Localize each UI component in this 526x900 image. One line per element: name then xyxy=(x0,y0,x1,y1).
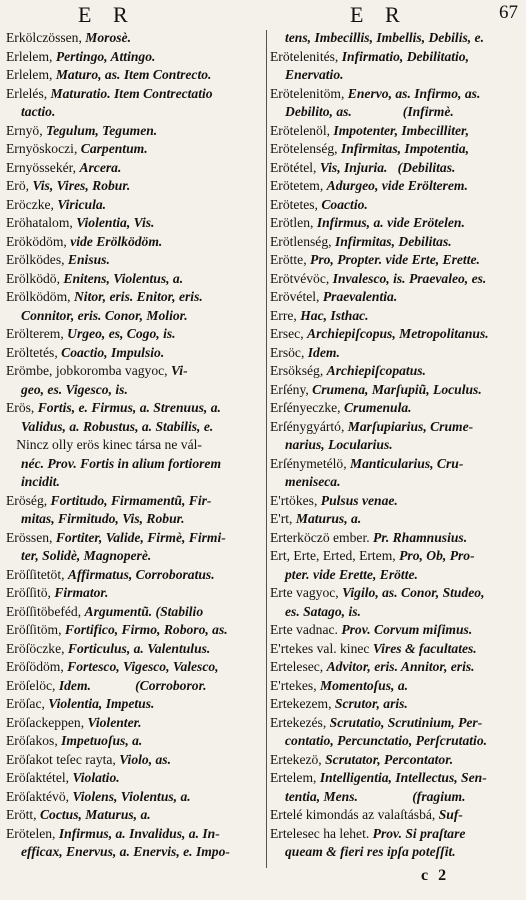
entry-headword: Erötlen, xyxy=(270,215,317,230)
entry-headword: Eröſakos, xyxy=(6,733,62,748)
dictionary-entry xyxy=(270,658,522,677)
entry-headword: Erlelés, xyxy=(6,85,51,101)
dictionary-entry xyxy=(6,695,265,714)
column-divider xyxy=(266,30,267,868)
dictionary-entry xyxy=(270,455,522,474)
entry-gloss: Violens, Violentus, a. xyxy=(72,788,191,804)
entry-headword: Ertekezö, xyxy=(270,751,326,767)
dictionary-entry xyxy=(6,399,265,418)
entry-headword: Eröſſitöm, xyxy=(6,622,65,637)
dictionary-entry xyxy=(6,103,265,122)
entry-gloss: tactio. xyxy=(21,104,56,119)
dictionary-entry xyxy=(6,48,265,67)
dictionary-entry xyxy=(270,48,522,67)
dictionary-entry xyxy=(270,344,522,363)
entry-headword: Eröség, xyxy=(6,492,51,508)
dictionary-entry xyxy=(6,788,265,807)
entry-gloss: Suf- xyxy=(438,807,463,822)
entry-headword: Erlelem, xyxy=(6,67,56,82)
dictionary-entry xyxy=(270,843,522,862)
entry-gloss: Pulsus venae. xyxy=(320,492,398,508)
dictionary-entry xyxy=(6,29,265,48)
entry-gloss: efficax, Enervus, a. Enervis, e. Impo- xyxy=(21,844,230,859)
entry-gloss: Fortiter, Valide, Firmè, Firmi- xyxy=(55,529,226,545)
page-header xyxy=(0,2,526,28)
entry-headword: Eröſödöm, xyxy=(6,659,68,674)
entry-headword: E'rt, xyxy=(270,511,296,526)
entry-headword: Erötétel, xyxy=(270,159,320,175)
entry-gloss: Validus, a. Robustus, a. Stabilis, e. xyxy=(21,418,214,434)
dictionary-entry xyxy=(270,288,522,307)
entry-headword: Erſénygyártó, xyxy=(270,418,348,434)
signature-mark: c 2 xyxy=(421,867,450,884)
dictionary-entry xyxy=(270,29,522,48)
entry-headword: Ertelem, xyxy=(270,770,320,785)
entry-headword: E'rtekes, xyxy=(270,677,321,693)
entry-gloss: Intelligentia, Intellectus, Sen- xyxy=(319,770,487,785)
entry-headword: Eröczke, xyxy=(6,196,58,212)
entry-gloss: Crumenula. xyxy=(343,400,412,415)
entry-headword: Erte vadnac. xyxy=(270,622,342,637)
entry-headword: Erötelenöl, xyxy=(270,122,334,138)
entry-headword: Eröködöm, xyxy=(6,233,71,249)
entry-headword: Erötetem, xyxy=(270,178,327,193)
entry-gloss: Manticularius, Cru- xyxy=(350,455,464,471)
entry-gloss: Affirmatus, Corroboratus. xyxy=(67,566,215,582)
entry-gloss: Coactio. xyxy=(321,196,368,212)
dictionary-entry xyxy=(270,529,522,548)
entry-gloss: Fortis, e. Firmus, a. Strenuus, a. xyxy=(37,400,221,415)
entry-gloss: Coctus, Maturus, a. xyxy=(39,807,151,822)
dictionary-entry xyxy=(270,362,522,381)
dictionary-entry xyxy=(270,214,522,233)
entry-headword: Erövétel, xyxy=(270,289,323,304)
dictionary-entry xyxy=(6,751,265,770)
entry-gloss: Violo, as. xyxy=(119,751,171,767)
entry-gloss: Infirmus, a. Invalidus, a. In- xyxy=(58,825,220,841)
left-column xyxy=(6,29,265,862)
dictionary-entry xyxy=(6,418,265,437)
entry-headword: Ernyössekér, xyxy=(6,159,80,175)
entry-gloss: tentia, Mens. (fragium. xyxy=(285,788,466,804)
dictionary-entry xyxy=(270,695,522,714)
entry-gloss: Adurgeo, vide Erölterem. xyxy=(326,178,468,193)
entry-headword: Erötetes, xyxy=(270,196,322,212)
dictionary-entry xyxy=(270,325,522,344)
dictionary-entry xyxy=(270,677,522,696)
entry-gloss: Violatio. xyxy=(72,770,120,785)
entry-headword: Erölködö, xyxy=(6,270,64,286)
entry-gloss: Impotenter, Imbecilliter, xyxy=(333,122,469,138)
dictionary-entry xyxy=(6,510,265,529)
dictionary-entry xyxy=(270,177,522,196)
dictionary-entry xyxy=(6,492,265,511)
entry-gloss: queam & fieri res ipſa poteſſit. xyxy=(285,844,456,859)
entry-gloss: Violentia, Impetus. xyxy=(48,696,155,711)
entry-gloss: narius, Locularius. xyxy=(285,437,393,452)
dictionary-entry xyxy=(270,751,522,770)
entry-headword: Eröſelöc, xyxy=(6,677,59,693)
dictionary-entry xyxy=(6,66,265,85)
entry-gloss: Pro, Ob, Pro- xyxy=(399,548,475,563)
entry-headword: Erötlenség, xyxy=(270,233,335,249)
entry-gloss: Idem. xyxy=(307,344,340,360)
entry-headword: Eröſakot teſec rayta, xyxy=(6,751,120,767)
dictionary-entry xyxy=(6,140,265,159)
entry-gloss: Carpentum. xyxy=(80,141,148,156)
entry-gloss: Scrutator, Percontator. xyxy=(325,751,454,767)
entry-gloss: Pertingo, Attingo. xyxy=(55,48,156,64)
dictionary-entry xyxy=(6,547,265,566)
entry-headword: Eröſaktévö, xyxy=(6,788,73,804)
entry-gloss: Marſupiarius, Crume- xyxy=(347,418,474,434)
entry-gloss: Infirmus, a. vide Erötelen. xyxy=(316,215,465,230)
dictionary-entry xyxy=(6,566,265,585)
entry-headword: Erlelem, xyxy=(6,48,56,64)
entry-headword: Erſény, xyxy=(270,381,313,397)
entry-gloss: Impetuoſus, a. xyxy=(61,733,143,748)
entry-headword: Erre, xyxy=(270,307,301,323)
dictionary-entry xyxy=(6,473,265,492)
entry-headword: Erötte, xyxy=(270,252,311,267)
entry-headword: Ertekezem, xyxy=(270,696,335,711)
entry-gloss: Praevalentia. xyxy=(322,289,398,304)
entry-headword: Erölterem, xyxy=(6,326,68,341)
entry-gloss: Maturus, a. xyxy=(295,511,362,526)
entry-headword: Eröſſitö, xyxy=(6,585,55,600)
dictionary-entry xyxy=(6,714,265,733)
dictionary-entry xyxy=(6,436,265,455)
entry-headword: Ertelesec, xyxy=(270,659,327,674)
entry-gloss: Vis, Vires, Robur. xyxy=(32,178,131,193)
entry-gloss: vide Erölködöm. xyxy=(70,233,163,249)
page-number: 67 xyxy=(499,2,518,23)
dictionary-entry xyxy=(6,288,265,307)
entry-headword: Eröhatalom, xyxy=(6,215,77,230)
entry-gloss: Violentia, Vis. xyxy=(76,215,155,230)
entry-gloss: es. Satago, is. xyxy=(285,603,361,619)
dictionary-entry xyxy=(6,325,265,344)
entry-headword: Nincz olly erös kinec társa ne vál- xyxy=(6,437,202,452)
dictionary-entry xyxy=(6,270,265,289)
entry-headword: Erſényeczke, xyxy=(270,400,344,415)
entry-gloss: Infirmatio, Debilitatio, xyxy=(341,48,469,64)
dictionary-entry xyxy=(270,85,522,104)
entry-headword: Eröſac, xyxy=(6,696,49,711)
dictionary-entry xyxy=(270,566,522,585)
entry-gloss: Tegulum, Tegumen. xyxy=(46,122,158,138)
entry-gloss: Urgeo, es, Cogo, is. xyxy=(67,326,176,341)
dictionary-entry xyxy=(270,251,522,270)
dictionary-entry xyxy=(270,492,522,511)
entry-headword: Eröltetés, xyxy=(6,344,62,360)
entry-gloss: Enitens, Violentus, a. xyxy=(63,270,184,286)
entry-gloss: Debilito, as. (Infirmè. xyxy=(285,104,454,119)
entry-gloss: Advitor, eris. Annitor, eris. xyxy=(326,659,475,674)
entry-gloss: Vis, Injuria. (Debilitas. xyxy=(319,159,456,175)
entry-gloss: Idem. (Corroboror. xyxy=(58,677,207,693)
dictionary-entry xyxy=(6,732,265,751)
entry-gloss: menisecа. xyxy=(285,474,341,489)
dictionary-entry xyxy=(270,159,522,178)
entry-gloss: Maturatio. Item Contrectatio xyxy=(50,85,213,101)
dictionary-entry xyxy=(270,603,522,622)
entry-gloss: Vi- xyxy=(170,363,188,378)
dictionary-entry xyxy=(6,640,265,659)
dictionary-entry xyxy=(270,510,522,529)
dictionary-entry xyxy=(6,455,265,474)
dictionary-entry xyxy=(6,843,265,862)
dictionary-entry xyxy=(6,603,265,622)
dictionary-entry xyxy=(6,529,265,548)
entry-gloss: Enisus. xyxy=(67,252,110,267)
dictionary-entry xyxy=(270,196,522,215)
entry-headword: Erölködöm, xyxy=(6,289,74,304)
entry-gloss: Fortesco, Vigesco, Valesco, xyxy=(67,659,219,674)
dictionary-entry xyxy=(270,103,522,122)
dictionary-entry xyxy=(6,122,265,141)
entry-headword: Erös, xyxy=(6,400,38,415)
entry-gloss: Forticulus, a. Valentulus. xyxy=(67,640,211,656)
entry-headword: Eröſſitöbeféd, xyxy=(6,603,85,619)
dictionary-entry xyxy=(270,640,522,659)
entry-headword: Eröſſitetöt, xyxy=(6,566,68,582)
dictionary-entry xyxy=(270,307,522,326)
dictionary-entry xyxy=(270,140,522,159)
entry-headword: Erömbe, jobkoromba vagyoc, xyxy=(6,363,171,378)
entry-gloss: Scrutor, aris. xyxy=(334,696,408,711)
entry-headword: Eröſöczke, xyxy=(6,640,68,656)
entry-gloss: Enervatio. xyxy=(285,67,344,82)
entry-gloss: incidit. xyxy=(21,474,60,489)
dictionary-entry xyxy=(270,769,522,788)
entry-gloss: ter, Solidè, Magnoperè. xyxy=(21,548,152,563)
dictionary-entry xyxy=(270,381,522,400)
dictionary-entry xyxy=(6,584,265,603)
dictionary-entry xyxy=(6,307,265,326)
right-column xyxy=(270,29,522,862)
entry-headword: Ertelé kimondás az valaſtásbá, xyxy=(270,807,439,822)
dictionary-entry xyxy=(6,381,265,400)
entry-headword: Erte vagyoc, xyxy=(270,585,343,600)
entry-gloss: mitas, Firmitudo, Vis, Robur. xyxy=(21,511,185,526)
dictionary-entry xyxy=(270,732,522,751)
entry-headword: Erötelen, xyxy=(6,825,59,841)
entry-headword: Erött, xyxy=(6,807,40,822)
dictionary-entry xyxy=(6,177,265,196)
entry-gloss: Vires & facultates. xyxy=(372,640,477,656)
entry-headword: Erötelenség, xyxy=(270,141,341,156)
dictionary-entry xyxy=(270,788,522,807)
dictionary-entry xyxy=(270,621,522,640)
dictionary-entry xyxy=(6,344,265,363)
entry-gloss: Momentoſus, a. xyxy=(320,677,409,693)
entry-headword: Erötelenitöm, xyxy=(270,85,348,101)
dictionary-entry xyxy=(270,714,522,733)
dictionary-entry xyxy=(6,677,265,696)
entry-gloss: Infirmitas, Debilitas. xyxy=(334,233,452,249)
entry-gloss: Argumentũ. (Stabilio xyxy=(84,603,204,619)
entry-gloss: Vigilo, as. Conor, Studeo, xyxy=(342,585,485,600)
entry-gloss: contatio, Percunctatio, Perſcrutatio. xyxy=(285,733,488,748)
entry-gloss: Nitor, eris. Enitor, eris. xyxy=(73,289,203,304)
entry-gloss: Prov. Corvum miſimus. xyxy=(341,622,473,637)
dictionary-entry xyxy=(6,159,265,178)
entry-headword: Erkölczössen, xyxy=(6,30,86,45)
entry-gloss: Scrutatio, Scrutinium, Per- xyxy=(329,714,483,730)
dictionary-entry xyxy=(6,214,265,233)
dictionary-entry xyxy=(270,584,522,603)
entry-headword: Eröſaktétel, xyxy=(6,770,73,785)
entry-headword: Ersec, xyxy=(270,326,307,341)
entry-gloss: Fortifico, Firmo, Roboro, as. xyxy=(64,622,228,637)
entry-headword: Ert, Erte, Erted, Ertem, xyxy=(270,548,400,563)
entry-headword: Ersökség, xyxy=(270,363,327,378)
dictionary-entry xyxy=(270,825,522,844)
dictionary-entry xyxy=(270,122,522,141)
entry-gloss: Invalesco, is. Praevaleo, es. xyxy=(332,270,487,286)
dictionary-entry xyxy=(6,196,265,215)
entry-gloss: Connitor, eris. Conor, Molior. xyxy=(21,307,188,323)
entry-headword: Erö, xyxy=(6,178,33,193)
entry-gloss: Pro, Propter. vide Erte, Erette. xyxy=(310,252,480,267)
dictionary-entry xyxy=(270,547,522,566)
entry-gloss: Morosè. xyxy=(85,30,131,45)
dictionary-entry xyxy=(6,233,265,252)
entry-gloss: Enervo, as. Infirmo, as. xyxy=(347,85,481,101)
header-letters-right: E R xyxy=(350,2,408,27)
header-letters-left: E R xyxy=(78,2,136,27)
dictionary-entry xyxy=(6,251,265,270)
entry-gloss: Archiepiſcopatus. xyxy=(326,363,426,378)
dictionary-entry xyxy=(6,621,265,640)
entry-headword: Eröſackeppen, xyxy=(6,714,88,730)
entry-headword: Erötelenités, xyxy=(270,48,342,64)
entry-gloss: Infirmitas, Impotentia, xyxy=(340,141,470,156)
entry-gloss: geo, es. Vigesco, is. xyxy=(21,381,128,397)
entry-gloss: pter. vide Erette, Erötte. xyxy=(285,566,418,582)
entry-gloss: Maturo, as. Item Contrecto. xyxy=(55,67,212,82)
entry-headword: Erſénymetélö, xyxy=(270,455,351,471)
entry-gloss: Coactio, Impulsio. xyxy=(61,344,165,360)
entry-gloss: Violenter. xyxy=(87,714,142,730)
dictionary-entry xyxy=(6,658,265,677)
entry-gloss: Arcera. xyxy=(79,159,122,175)
entry-headword: Erötvévöc, xyxy=(270,270,333,286)
entry-gloss: Fortitudo, Firmamentũ, Fir- xyxy=(50,492,212,508)
dictionary-entry xyxy=(6,769,265,788)
entry-headword: Ernyö, xyxy=(6,122,47,138)
dictionary-entry xyxy=(6,85,265,104)
entry-gloss: Crumena, Marſupiũ, Loculus. xyxy=(312,381,482,397)
dictionary-entry xyxy=(270,436,522,455)
entry-headword: E'rtökes, xyxy=(270,492,321,508)
entry-headword: Ertekezés, xyxy=(270,714,330,730)
entry-gloss: Firmator. xyxy=(54,585,109,600)
entry-headword: Erölködes, xyxy=(6,252,68,267)
dictionary-entry xyxy=(270,270,522,289)
dictionary-entry xyxy=(270,806,522,825)
entry-gloss: Hac, Isthac. xyxy=(300,307,369,323)
entry-headword: Erterköczö ember. xyxy=(270,529,374,545)
entry-gloss: tens, Imbecillis, Imbellis, Debilis, e. xyxy=(285,30,484,45)
entry-gloss: Viricula. xyxy=(57,196,107,212)
entry-gloss: Pr. Rhamnusius. xyxy=(373,529,468,545)
dictionary-entry xyxy=(270,418,522,437)
entry-gloss: Archiepiſcopus, Metropolitanus. xyxy=(307,326,489,341)
entry-headword: Ersöc, xyxy=(270,344,308,360)
dictionary-entry xyxy=(270,399,522,418)
dictionary-entry xyxy=(270,233,522,252)
entry-gloss: Prov. Si praſtare xyxy=(372,825,466,841)
dictionary-entry xyxy=(6,825,265,844)
entry-headword: E'rtekes val. kinec xyxy=(270,640,373,656)
dictionary-entry xyxy=(6,362,265,381)
entry-gloss: néc. Prov. Fortis in alium fortiorem xyxy=(21,455,222,471)
dictionary-entry xyxy=(6,806,265,825)
entry-headword: Ernyöskoczi, xyxy=(6,141,81,156)
dictionary-entry xyxy=(270,66,522,85)
dictionary-entry xyxy=(270,473,522,492)
entry-headword: Ertelesec ha lehet. xyxy=(270,825,373,841)
entry-headword: Erössen, xyxy=(6,529,56,545)
